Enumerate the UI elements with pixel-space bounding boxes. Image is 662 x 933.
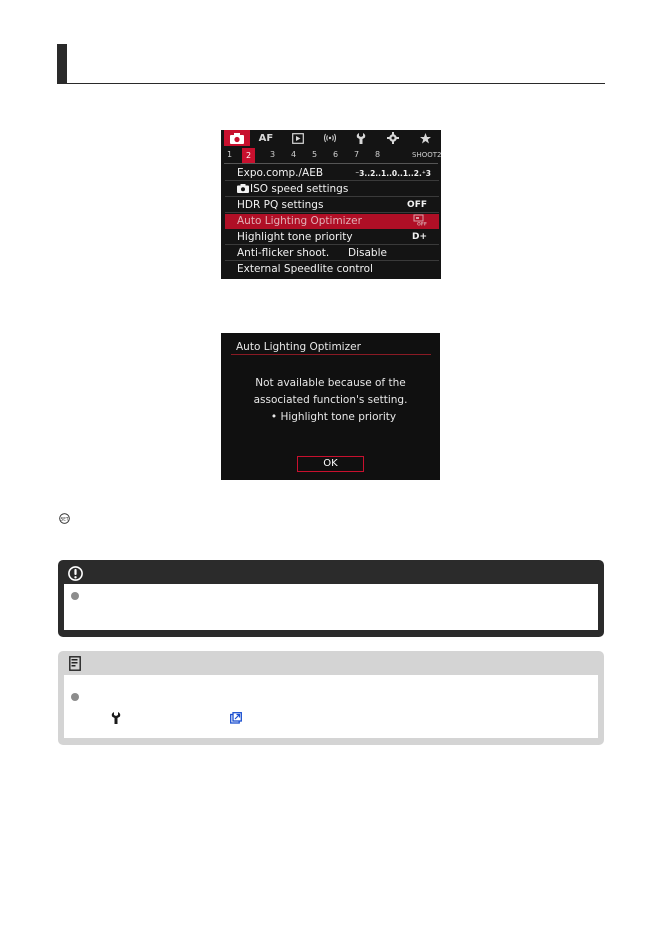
dialog-message-line-3: • Highlight tone priority xyxy=(270,411,397,423)
tab-shooting[interactable] xyxy=(224,130,250,146)
menu-item-external-speedlite[interactable] xyxy=(225,262,439,277)
menu-item-anti-flicker[interactable] xyxy=(225,246,439,261)
menu-item-label: Highlight tone priority xyxy=(237,231,353,243)
tab-setup[interactable] xyxy=(345,130,377,146)
exposure-scale: ⁻3..2..1..0..1..2.⁺3 xyxy=(355,169,431,178)
note-content xyxy=(64,675,598,738)
page-number-4[interactable]: 4 xyxy=(291,150,297,159)
caution-content xyxy=(64,584,598,630)
svg-text:SET: SET xyxy=(60,516,69,522)
note-box xyxy=(58,651,604,745)
svg-text:OFF: OFF xyxy=(417,222,427,226)
page-number-3[interactable]: 3 xyxy=(270,150,276,159)
menu-item-label: ISO speed settings xyxy=(250,183,349,195)
tab-code: SHOOT2 xyxy=(412,151,442,159)
tab-wireless[interactable] xyxy=(314,130,346,146)
set-button-icon xyxy=(59,513,70,524)
page-number-1[interactable]: 1 xyxy=(227,150,233,159)
page-number-7[interactable]: 7 xyxy=(354,150,360,159)
wrench-icon xyxy=(111,712,121,724)
playback-icon xyxy=(292,133,304,144)
menu-item-value: OFF xyxy=(407,200,427,210)
wrench-icon xyxy=(356,133,366,144)
menu-item-highlight-tone-priority[interactable] xyxy=(225,230,439,245)
camera-icon xyxy=(230,133,244,144)
tab-playback[interactable] xyxy=(282,130,314,146)
menu-item-value: Disable xyxy=(348,247,387,259)
alo-unavailable-dialog xyxy=(221,333,440,480)
page-number-6[interactable]: 6 xyxy=(333,150,339,159)
section-heading-bar xyxy=(57,44,67,84)
tab-custom-functions[interactable] xyxy=(377,130,409,146)
menu-item-label: Expo.comp./AEB xyxy=(237,167,324,179)
menu-item-auto-lighting-optimizer[interactable] xyxy=(225,214,439,229)
menu-tab-bar xyxy=(221,130,441,146)
star-icon xyxy=(420,133,431,144)
caution-box xyxy=(58,560,604,637)
page-number-5[interactable]: 5 xyxy=(312,150,318,159)
bullet-dot xyxy=(71,693,79,701)
link-icon[interactable] xyxy=(230,712,242,724)
custom-gear-icon xyxy=(387,132,399,144)
dialog-title: Auto Lighting Optimizer xyxy=(236,341,361,353)
dialog-title-rule xyxy=(231,354,431,355)
menu-item-iso-speed[interactable] xyxy=(225,182,439,197)
tab-af[interactable] xyxy=(250,130,282,146)
camera-icon xyxy=(237,184,249,193)
section-heading-rule xyxy=(57,83,605,84)
tab-my-menu[interactable] xyxy=(409,130,441,146)
menu-item-hdr-pq[interactable] xyxy=(225,198,439,213)
camera-menu-screen xyxy=(221,130,441,279)
bullet-dot xyxy=(71,592,79,600)
page-number-8[interactable]: 8 xyxy=(375,150,381,159)
dialog-message-line-2: associated function's setting. xyxy=(253,394,408,406)
ok-button[interactable]: OK xyxy=(297,456,364,472)
menu-item-label: Anti-flicker shoot. xyxy=(237,247,330,259)
menu-item-label: HDR PQ settings xyxy=(237,199,324,211)
wireless-icon xyxy=(323,133,337,143)
dialog-message-line-1: Not available because of the xyxy=(255,377,406,389)
memo-icon xyxy=(69,656,81,671)
page-number-divider xyxy=(224,163,438,164)
tab-af-label: AF xyxy=(258,132,274,144)
page-number-2-active[interactable]: 2 xyxy=(242,148,255,163)
menu-item-value: D+ xyxy=(411,232,427,242)
menu-item-label: External Speedlite control xyxy=(237,263,373,275)
exclamation-icon xyxy=(68,566,83,581)
menu-item-expo-comp[interactable] xyxy=(225,166,439,181)
menu-page-numbers xyxy=(221,148,441,163)
menu-item-label: Auto Lighting Optimizer xyxy=(237,215,362,227)
